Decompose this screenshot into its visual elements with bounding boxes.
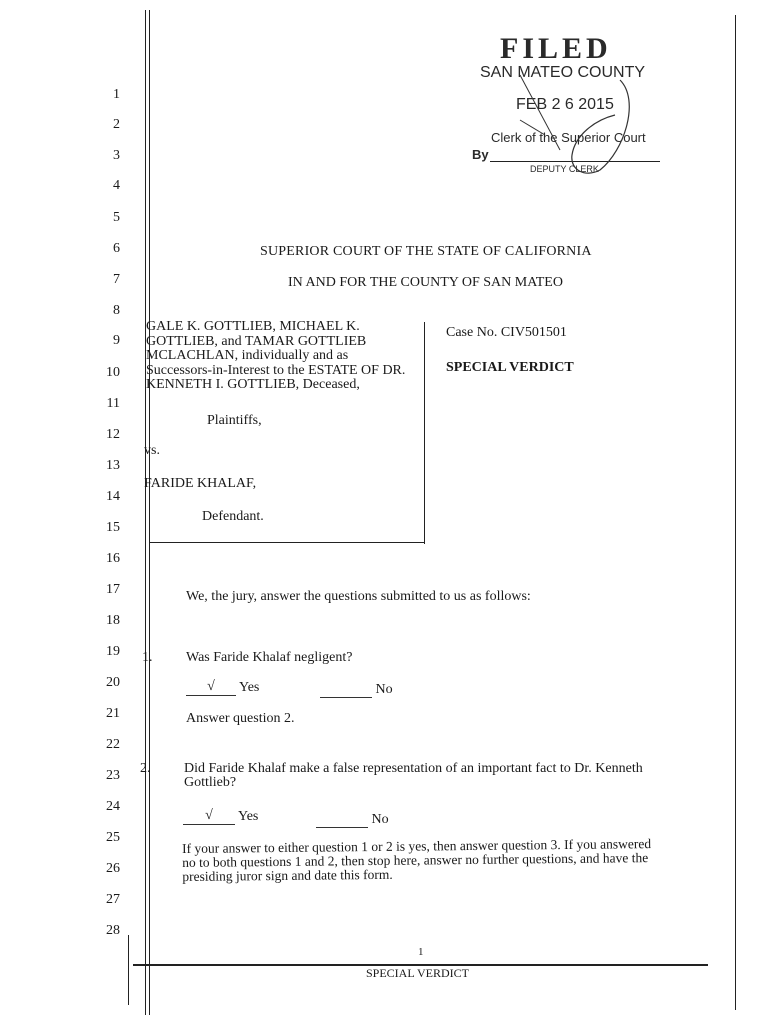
answer-no <box>320 681 393 698</box>
line-number: 5 <box>113 210 120 225</box>
answer-yes <box>186 679 259 696</box>
line-number: 24 <box>106 799 120 814</box>
line-number: 23 <box>106 768 120 783</box>
stamp-clerk: Clerk of the Superior Court <box>491 130 646 145</box>
answer-no <box>316 811 389 828</box>
line-number: 27 <box>106 892 120 907</box>
court-heading-line1: SUPERIOR COURT OF THE STATE OF CALIFORNIA <box>260 244 592 259</box>
question-text-line: Gottlieb? <box>184 775 237 790</box>
jury-intro: We, the jury, answer the questions submitted to us as follows: <box>186 589 531 604</box>
question-number: 1. <box>142 650 153 665</box>
page-number: 1 <box>418 946 424 958</box>
line-number: 16 <box>106 551 120 566</box>
line-number: 18 <box>106 613 120 628</box>
question-text: Was Faride Khalaf negligent? <box>186 650 353 665</box>
signature-scribble-icon <box>500 60 670 185</box>
yes-label: Yes <box>238 680 260 695</box>
line-number: 20 <box>106 675 120 690</box>
line-number: 26 <box>106 861 120 876</box>
instruction-line: If your answer to either question 1 or 2 is yes, then answer question 3. If you answered <box>181 836 652 856</box>
line-number: 10 <box>106 365 120 380</box>
no-blank[interactable] <box>320 681 372 698</box>
line-number: 4 <box>113 178 120 193</box>
stamp-date: FEB 2 6 2015 <box>516 96 614 113</box>
line-number: 7 <box>113 272 120 287</box>
defendant-label: Defendant. <box>202 509 264 524</box>
question-instruction <box>182 837 651 884</box>
line-number: 17 <box>106 582 120 597</box>
line-number: 25 <box>106 830 120 845</box>
stamp-county: SAN MATEO COUNTY <box>480 64 646 81</box>
no-label: No <box>375 682 393 697</box>
case-number: Case No. CIV501501 <box>446 325 567 340</box>
plaintiff-line: KENNETH I. GOTTLIEB, Deceased, <box>146 377 360 392</box>
plaintiff-line: GOTTLIEB, and TAMAR GOTTLIEB <box>146 333 367 349</box>
line-number: 1 <box>113 87 120 102</box>
left-margin-rule-outer <box>128 935 129 1005</box>
caption-bottom-rule <box>150 542 425 543</box>
line-number: 14 <box>106 489 120 504</box>
line-number: 28 <box>106 923 120 938</box>
line-number: 22 <box>106 737 120 752</box>
line-number: 11 <box>106 396 120 411</box>
line-number: 2 <box>113 117 120 132</box>
defendant-name: FARIDE KHALAF, <box>144 476 257 491</box>
line-number: 21 <box>106 706 120 721</box>
document-title: SPECIAL VERDICT <box>446 360 574 375</box>
line-number: 6 <box>113 241 120 256</box>
line-number: 8 <box>113 303 120 318</box>
plaintiffs-names <box>146 320 405 393</box>
caption-divider <box>424 322 425 544</box>
line-number: 13 <box>106 458 120 473</box>
question-text-line: Did Faride Khalaf make a false representation of an important fact to Dr. Kenneth <box>184 761 643 776</box>
instruction-line: no to both questions 1 and 2, then stop here, answer no further questions, and have the <box>182 850 649 870</box>
line-number: 9 <box>113 333 120 348</box>
instruction-line: presiding juror sign and date this form. <box>182 866 393 884</box>
left-margin-rule-inner <box>149 10 150 1015</box>
plaintiff-line: Successors-in-Interest to the ESTATE OF DR. <box>146 362 406 378</box>
question-number: 2. <box>140 761 151 776</box>
right-margin-rule <box>735 15 736 1010</box>
line-number: 15 <box>106 520 120 535</box>
versus: vs. <box>144 443 160 458</box>
footer-title: SPECIAL VERDICT <box>366 966 470 980</box>
yes-checkmark[interactable]: √ <box>183 808 235 825</box>
stamp-filed: FILED <box>500 32 612 65</box>
yes-checkmark[interactable]: √ <box>186 679 236 696</box>
line-number: 3 <box>113 148 120 163</box>
plaintiff-line: MCLACHLAN, individually and as <box>146 348 349 363</box>
answer-yes <box>183 808 258 825</box>
stamp-deputy: DEPUTY CLERK <box>530 164 599 174</box>
no-label: No <box>371 812 389 827</box>
yes-label: Yes <box>237 809 259 824</box>
line-number: 19 <box>106 644 120 659</box>
stamp-by: By <box>472 147 489 162</box>
plaintiffs-label: Plaintiffs, <box>207 413 262 428</box>
plaintiff-line: GALE K. GOTTLIEB, MICHAEL K. <box>146 319 360 334</box>
question-instruction: Answer question 2. <box>186 711 295 726</box>
left-margin-rule <box>145 10 146 1015</box>
court-heading-line2: IN AND FOR THE COUNTY OF SAN MATEO <box>288 275 563 290</box>
question-text <box>184 762 643 790</box>
no-blank[interactable] <box>316 811 368 828</box>
line-number: 12 <box>106 427 120 442</box>
